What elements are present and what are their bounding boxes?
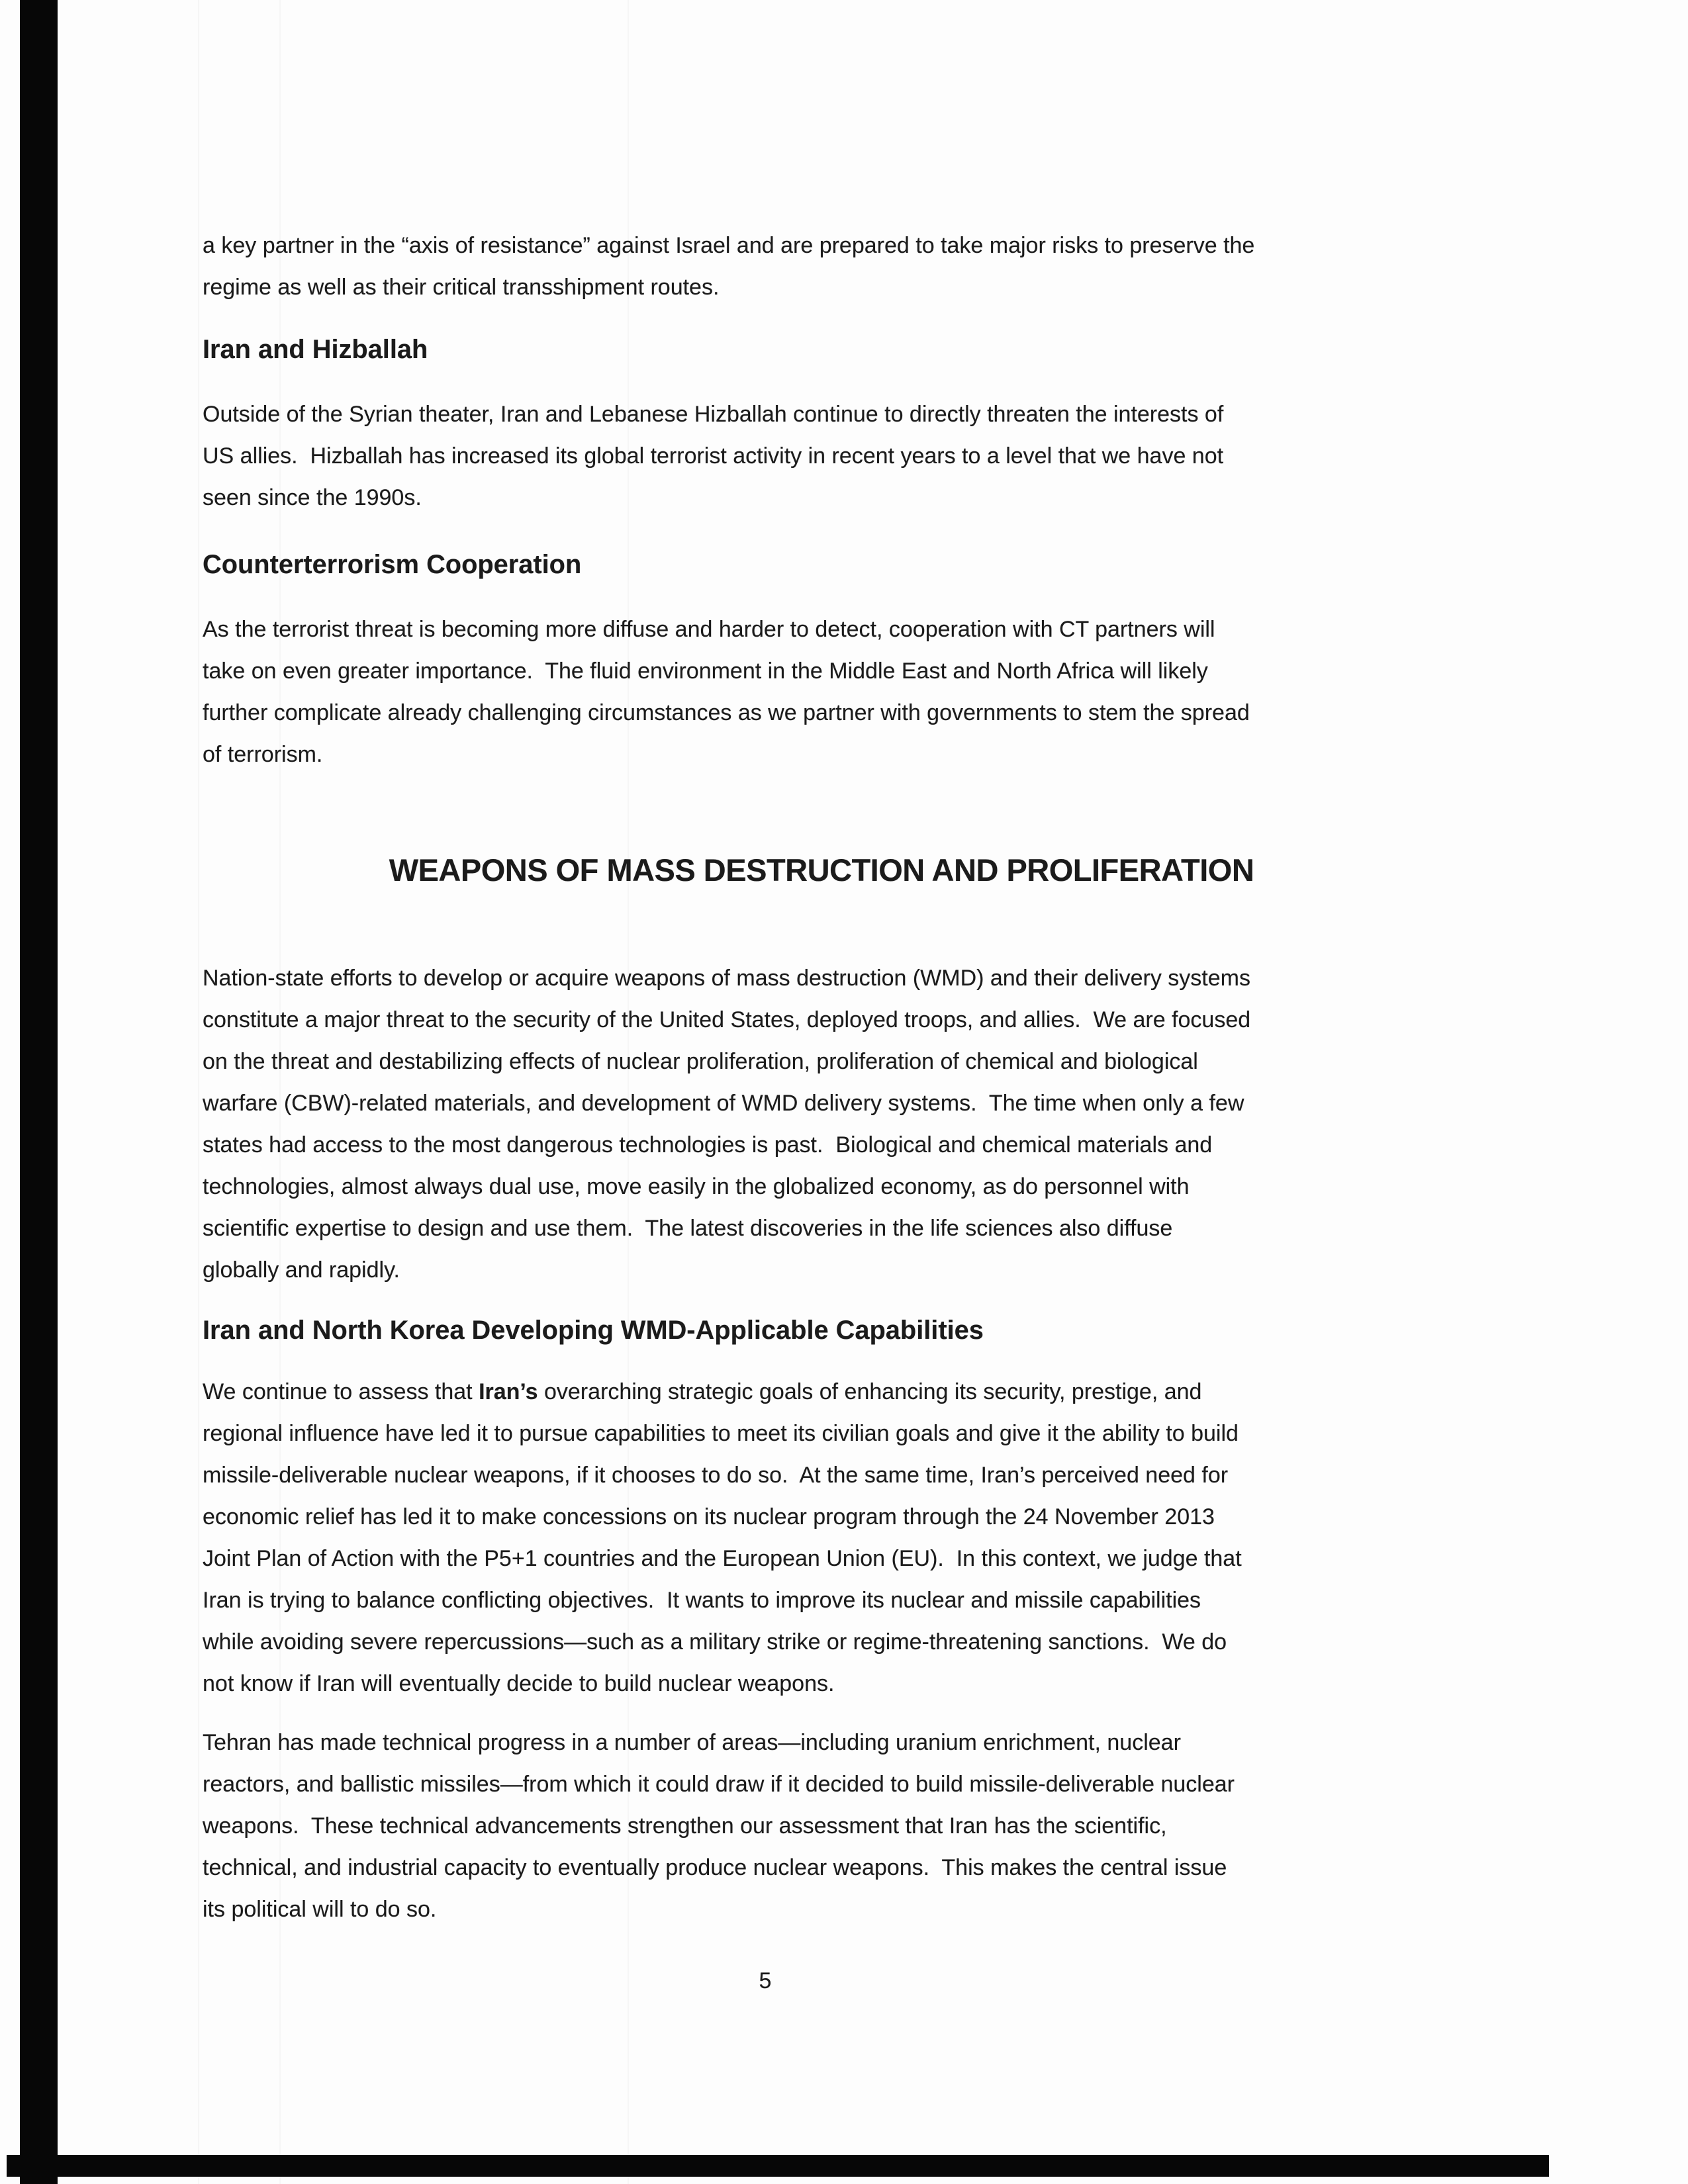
line1-pre-text: We continue to assess that xyxy=(203,1379,479,1404)
paragraph-iran-strategic-goals-rest: regional influence have led it to pursue capabilities to meet its civilian goals and give it the ability to build missile-deliverable nuclear weapons, if it chooses to do so. At the same time, Iran’s perceived need for economic relief has led it to make concessions on its nuclear program through the 24 November 2013 Joint Plan of Action with the P5+1 countries and the European Union (EU). In this context, we judge that Iran is trying to balance conflicting objectives. It wants to improve its nuclear and missile capabilities while avoiding severe repercussions—such as a military strike or regime-threatening sanctions. We do not know if Iran will eventually decide to build nuclear weapons. xyxy=(203,1421,1242,1696)
page-number: 5 xyxy=(759,1968,772,1993)
heading-iran-north-korea-wmd-capabilities: Iran and North Korea Developing WMD-Applicable Capabilities xyxy=(203,1316,984,1345)
paragraph-counterterrorism: As the terrorist threat is becoming more diffuse and harder to detect, cooperation with CT partners will take on even greater importance. The fluid environment in the Middle East and North Africa will likely further complicate already challenging circumstances as we partner with governments to stem the spread of terrorism. xyxy=(203,617,1250,767)
paragraph-iran-strategic-goals-line1 xyxy=(203,1371,1440,1413)
paragraph-nation-state-wmd: Nation-state efforts to develop or acquire weapons of mass destruction (WMD) and their delivery systems constitute a major threat to the security of the United States, deployed troops, and allies. We are focused on the threat and destabilizing effects of nuclear proliferation, proliferation of chemical and biological warfare (CBW)-related materials, and development of WMD delivery systems. The time when only a few states had access to the most dangerous technologies is past. Biological and chemical materials and technologies, almost always dual use, move easily in the globalized economy, as do personnel with scientific expertise to design and use them. The latest discoveries in the life sciences also diffuse globally and rapidly. xyxy=(203,966,1251,1283)
scan-streak-artifact xyxy=(198,0,199,2184)
line1-bold-irans: Iran’s xyxy=(479,1379,538,1404)
scan-edge-left-bar xyxy=(20,0,58,2184)
heading-counterterrorism-cooperation: Counterterrorism Cooperation xyxy=(203,550,582,579)
document-content xyxy=(203,0,1440,1931)
paragraph-iran-strategic-goals xyxy=(203,1371,1440,1705)
line1-post-text: overarching strategic goals of enhancing its security, prestige, and xyxy=(538,1379,1202,1404)
paragraph-tehran-technical-progress: Tehran has made technical progress in a number of areas—including uranium enrichment, nuclear reactors, and ballistic missiles—from which it could draw if it decided to build missile-deliverable nuclear weapons. These technical advancements strengthen our assessment that Iran has the scientific, technical, and industrial capacity to eventually produce nuclear weapons. This makes the central issue its political will to do so. xyxy=(203,1730,1235,1922)
section-title-wmd-and-proliferation: WEAPONS OF MASS DESTRUCTION AND PROLIFERATION xyxy=(389,852,1254,887)
scan-edge-bottom-bar xyxy=(7,2155,1549,2177)
paragraph-continued-from-previous-page: a key partner in the “axis of resistance” against Israel and are prepared to take major risks to preserve the regime as well as their critical transshipment routes. xyxy=(203,233,1255,300)
heading-iran-and-hizballah: Iran and Hizballah xyxy=(203,335,428,364)
paragraph-iran-hizballah: Outside of the Syrian theater, Iran and Lebanese Hizballah continue to directly threaten the interests of US allies. Hizballah has increased its global terrorist activity in recent years to a level that we have not seen since the 1990s. xyxy=(203,402,1224,510)
